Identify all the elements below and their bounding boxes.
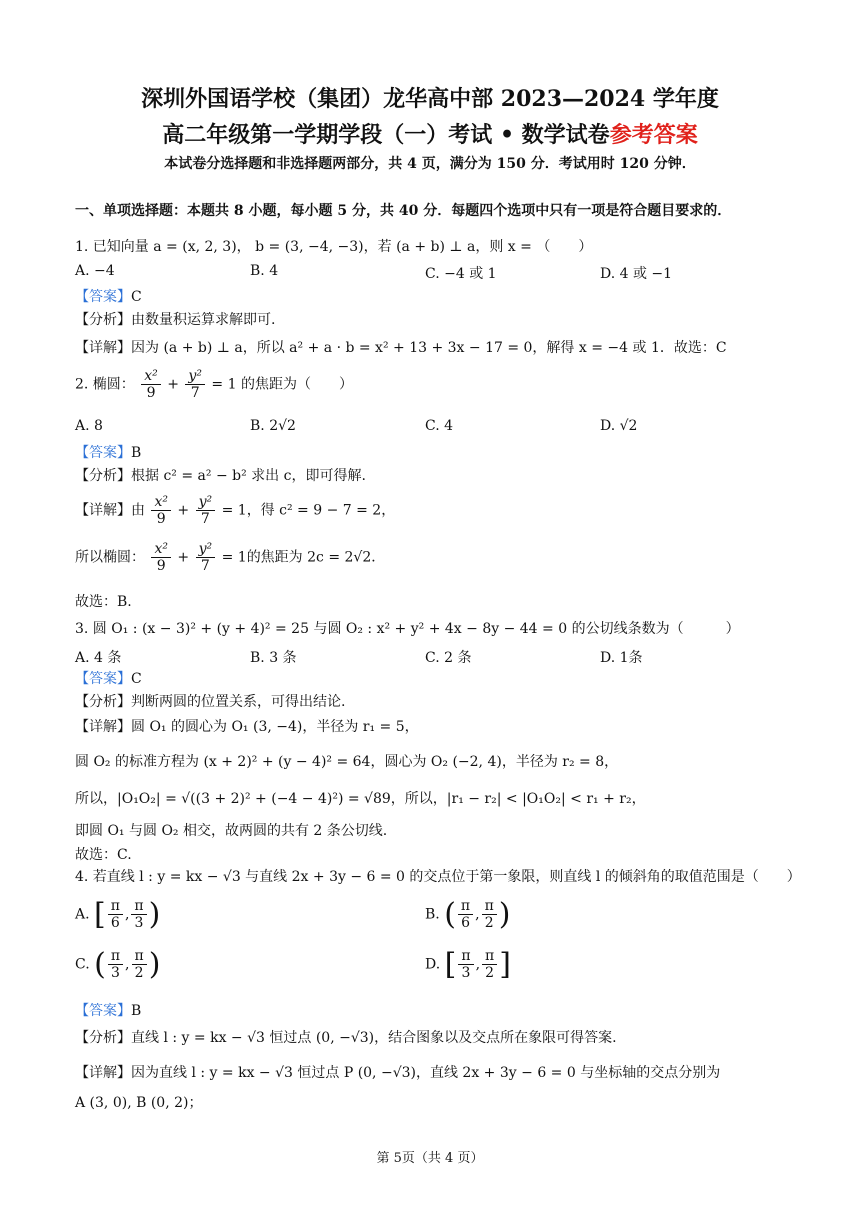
- q3-answer: [75, 668, 142, 688]
- q3-option-b: B. 3 条: [250, 650, 297, 666]
- q3-option-c: C. 2 条: [425, 650, 472, 666]
- bracket-left: (: [94, 947, 106, 982]
- pi-symbol: π: [132, 948, 147, 965]
- bracket-right: ): [498, 897, 511, 932]
- page-footer: 第 5页（共 4 页）: [376, 1151, 484, 1166]
- detail-text: 因为 (a + b) ⊥ a，所以 a² + a · b = x² + 13 + 3x − 17 = 0，解得 x = −4 或 1．故选：C: [131, 340, 727, 356]
- pi-symbol: π: [482, 898, 497, 915]
- q2-option-d: D. √2: [600, 418, 638, 434]
- bracket-left: [: [94, 897, 106, 932]
- q2-detail-line2: 所以椭圆： $\frac{\text{x²}}{9}$ + $\frac{\text{y²}}{7}$ = 1的焦距为 2c = 2√2．: [75, 541, 386, 575]
- exam-title: 深圳外国语学校（集团）龙华高中部 2023—2024 学年度: [141, 86, 719, 112]
- bracket-left: (: [444, 897, 456, 932]
- bracket-right: ): [148, 897, 161, 932]
- exam-intro: 本试卷分选择题和非选择题两部分，共 4 页，满分为 150 分．考试用时 120 分钟．: [164, 156, 696, 172]
- q2-option-b: B. 2√2: [250, 418, 296, 434]
- analysis-tag: 【分析】: [75, 468, 131, 484]
- fraction: $\frac{\text{y²}}{7}$: [185, 368, 205, 401]
- q4-detail-line2: A (3, 0), B (0, 2)；: [75, 1095, 203, 1111]
- denominator: 3: [134, 915, 144, 931]
- analysis-text: 直线 l : y = kx − √3 恒过点 (0, −√3)，结合图象以及交点所在象限可得答案.: [131, 1030, 617, 1046]
- detail-prefix: 由: [131, 502, 145, 519]
- detail-text: 圆 O₁ 的圆心为 O₁ (3, −4)，半径为 r₁ = 5，: [131, 719, 419, 735]
- analysis-tag: 【分析】: [75, 1030, 131, 1046]
- pi-symbol: π: [458, 948, 473, 965]
- q4-analysis: [75, 1027, 617, 1047]
- bracket-right: ]: [499, 947, 511, 982]
- answer-tag: 【答案】: [75, 671, 131, 687]
- bracket-right: ): [148, 947, 161, 982]
- q3-option-a: A. 4 条: [75, 650, 122, 666]
- q4-detail: [75, 1062, 720, 1082]
- q1-option-b: B. 4: [250, 263, 279, 279]
- q2-conclusion: 故选：B.: [75, 594, 132, 610]
- option-label: B.: [425, 906, 440, 923]
- analysis-text: 由数量积运算求解即可.: [131, 312, 276, 328]
- denominator: 2: [134, 965, 144, 981]
- answer-value: B: [131, 1003, 142, 1019]
- q4-answer: [75, 1000, 141, 1020]
- q3-detail: [75, 716, 419, 736]
- q3-detail-line4: 即圆 O₁ 与圆 O₂ 相交，故两圆的共有 2 条公切线.: [75, 823, 388, 839]
- fraction: $\frac{\text{x²}}{9}$: [151, 541, 171, 574]
- denominator: 6: [461, 915, 470, 931]
- answer-value: C: [131, 671, 142, 687]
- denominator: 3: [461, 965, 471, 981]
- denominator: 3: [110, 965, 120, 981]
- q2-stem: 2. 椭圆： $\frac{\text{x²}}{9}$ + $\frac{\text{y²}}{7}$ = 1 的焦距为（ ）: [75, 368, 353, 402]
- q4-option-b: B. ( $\frac{\pi}{6}$ , $\frac{\pi}{2}$ ): [425, 897, 511, 932]
- q1-analysis: [75, 309, 275, 329]
- q3-option-d: D. 1条: [600, 650, 643, 666]
- analysis-tag: 【分析】: [75, 694, 131, 710]
- denominator: 2: [484, 915, 494, 931]
- fraction: $\frac{\text{y²}}{7}$: [196, 541, 216, 574]
- subtitle-main: 高二年级第一学期学段（一）考试 • 数学试卷: [162, 122, 610, 148]
- answer-value: C: [131, 289, 142, 305]
- denominator: 6: [110, 915, 120, 931]
- q4-option-c: C. ( $\frac{\pi}{3}$ , $\frac{\pi}{2}$ ): [75, 947, 161, 982]
- q3-detail-line2: 圆 O₂ 的标准方程为 (x + 2)² + (y − 4)² = 64，圆心为 O₂ (−2, 4)，半径为 r₂ = 8，: [75, 754, 619, 770]
- answer-tag: 【答案】: [75, 1003, 131, 1019]
- q1-stem: 1. 已知向量 a = (x, 2, 3)， b = (3, −4, −3)，若 (a + b) ⊥ a，则 x = （ ）: [75, 239, 593, 255]
- option-label: D.: [425, 956, 441, 973]
- q1-option-c: C. −4 或 1: [425, 266, 497, 282]
- q4-option-a: A. [ $\frac{\pi}{6}$ , $\frac{\pi}{3}$ ): [75, 897, 161, 932]
- q2-answer: [75, 442, 141, 462]
- option-label: C.: [75, 956, 90, 973]
- fraction: $\frac{\text{x²}}{9}$: [151, 494, 171, 527]
- bracket-left: [: [444, 947, 457, 982]
- q1-option-a: A. −4: [75, 263, 115, 279]
- q2-detail: 【详解】由 $\frac{\text{x²}}{9}$ + $\frac{\text{y²}}{7}$ = 1，得 c² = 9 − 7 = 2，: [75, 494, 396, 528]
- detail-text: 因为直线 l : y = kx − √3 恒过点 P (0, −√3)，直线 2x + 3y − 6 = 0 与坐标轴的交点分别为: [131, 1065, 721, 1081]
- pi-symbol: π: [108, 948, 123, 965]
- pi-symbol: π: [458, 898, 473, 915]
- answer-value: B: [131, 445, 142, 461]
- q1-option-d: D. 4 或 −1: [600, 266, 673, 282]
- analysis-tag: 【分析】: [75, 312, 131, 328]
- pi-symbol: π: [131, 898, 146, 915]
- section-heading: 一、单项选择题：本题共 8 小题，每小题 5 分，共 40 分．每题四个选项中只有一项是符合题目要求的．: [75, 203, 732, 219]
- answer-tag: 【答案】: [75, 289, 131, 305]
- q1-detail: [75, 337, 727, 357]
- detail-tag: 【详解】: [75, 719, 131, 735]
- q4-stem: 4. 若直线 l : y = kx − √3 与直线 2x + 3y − 6 = 0 的交点位于第一象限，则直线 l 的倾斜角的取值范围是（ ）: [75, 869, 801, 885]
- detail-line2-suffix: 的焦距为 2c = 2√2．: [246, 549, 386, 566]
- detail-tag: 【详解】: [75, 1065, 131, 1081]
- q2-analysis: [75, 465, 366, 485]
- fraction: $\frac{\text{x²}}{9}$: [141, 368, 161, 401]
- q2-stem-prefix: 2. 椭圆：: [75, 376, 135, 393]
- q3-conclusion: 故选：C.: [75, 847, 132, 863]
- subtitle-answer-key: 参考答案: [609, 122, 698, 148]
- q4-option-d: D. [ $\frac{\pi}{3}$ , $\frac{\pi}{2}$ ]: [425, 947, 511, 982]
- pi-symbol: π: [108, 898, 123, 915]
- pi-symbol: π: [482, 948, 497, 965]
- q3-detail-line3: 所以，|O₁O₂| = √((3 + 2)² + (−4 − 4)²) = √89，所以，|r₁ − r₂| < |O₁O₂| < r₁ + r₂，: [75, 791, 646, 807]
- option-label: A.: [75, 906, 90, 923]
- detail-tag: 【详解】: [75, 502, 131, 519]
- q3-stem: 3. 圆 O₁ : (x − 3)² + (y + 4)² = 25 与圆 O₂ : x² + y² + 4x − 8y − 44 = 0 的公切线条数为（ ）: [75, 621, 740, 637]
- detail-suffix: ，得 c² = 9 − 7 = 2，: [246, 502, 396, 519]
- q2-stem-suffix: 的焦距为（ ）: [240, 376, 353, 393]
- q2-option-c: C. 4: [425, 418, 454, 434]
- denominator: 2: [485, 965, 495, 981]
- q2-option-a: A. 8: [75, 418, 103, 434]
- analysis-text: 根据 c² = a² − b² 求出 c，即可得解.: [131, 468, 366, 484]
- analysis-text: 判断两圆的位置关系，可得出结论.: [131, 694, 346, 710]
- q3-analysis: [75, 691, 345, 711]
- q1-answer: [75, 286, 142, 306]
- fraction: $\frac{\text{y²}}{7}$: [196, 494, 216, 527]
- exam-subtitle: [0, 118, 860, 149]
- detail-tag: 【详解】: [75, 340, 131, 356]
- detail-line2-prefix: 所以椭圆：: [75, 549, 145, 566]
- answer-tag: 【答案】: [75, 445, 131, 461]
